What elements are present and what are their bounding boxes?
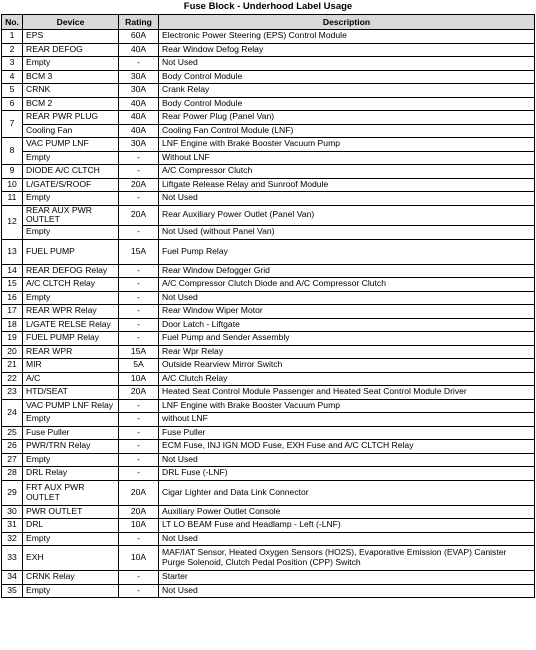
cell-rating: 20A	[119, 480, 159, 505]
cell-rating: 30A	[119, 138, 159, 152]
cell-rating: 20A	[119, 386, 159, 400]
cell-no: 4	[2, 70, 23, 84]
cell-rating: 60A	[119, 30, 159, 44]
cell-device: DRL	[23, 519, 119, 533]
cell-description: Rear Window Defog Relay	[159, 43, 535, 57]
cell-device: FUEL PUMP Relay	[23, 332, 119, 346]
cell-rating: -	[119, 571, 159, 585]
cell-rating: 20A	[119, 505, 159, 519]
cell-no: 11	[2, 192, 23, 206]
cell-rating: 10A	[119, 546, 159, 571]
cell-description: LNF Engine with Brake Booster Vacuum Pump	[159, 399, 535, 413]
cell-no: 20	[2, 345, 23, 359]
header-device: Device	[23, 15, 119, 30]
cell-no: 27	[2, 453, 23, 467]
cell-no: 18	[2, 318, 23, 332]
cell-description: Heated Seat Control Module Passenger and Heated Seat Control Module Driver	[159, 386, 535, 400]
cell-no: 17	[2, 305, 23, 319]
table-row	[2, 546, 535, 571]
cell-device: VAC PUMP LNF	[23, 138, 119, 152]
table-row	[2, 532, 535, 546]
cell-rating: -	[119, 453, 159, 467]
cell-device: Empty	[23, 151, 119, 165]
cell-rating: 40A	[119, 124, 159, 138]
cell-no: 14	[2, 264, 23, 278]
table-row	[2, 30, 535, 44]
cell-description: Door Latch - Liftgate	[159, 318, 535, 332]
cell-no: 22	[2, 372, 23, 386]
cell-no: 9	[2, 165, 23, 179]
cell-device: L/GATE RELSE Relay	[23, 318, 119, 332]
cell-description: ECM Fuse, INJ IGN MOD Fuse, EXH Fuse and A/C CLTCH Relay	[159, 440, 535, 454]
header-rating: Rating	[119, 15, 159, 30]
cell-rating: -	[119, 291, 159, 305]
cell-description: Rear Window Defogger Grid	[159, 264, 535, 278]
cell-no: 16	[2, 291, 23, 305]
cell-device: BCM 2	[23, 97, 119, 111]
cell-device: Empty	[23, 57, 119, 71]
cell-rating: 30A	[119, 84, 159, 98]
cell-device: DIODE A/C CLTCH	[23, 165, 119, 179]
cell-description: Rear Auxiliary Power Outlet (Panel Van)	[159, 205, 535, 226]
cell-no: 2	[2, 43, 23, 57]
cell-description: Cooling Fan Control Module (LNF)	[159, 124, 535, 138]
cell-description: A/C Clutch Relay	[159, 372, 535, 386]
table-row	[2, 519, 535, 533]
cell-rating: -	[119, 151, 159, 165]
table-row	[2, 264, 535, 278]
cell-description: Body Control Module	[159, 70, 535, 84]
cell-description: DRL Fuse (-LNF)	[159, 467, 535, 481]
cell-no: 34	[2, 571, 23, 585]
table-row	[2, 165, 535, 179]
cell-no: 24	[2, 399, 23, 426]
cell-description: Rear Wpr Relay	[159, 345, 535, 359]
cell-device: A/C CLTCH Relay	[23, 278, 119, 292]
cell-no: 25	[2, 426, 23, 440]
cell-rating: 10A	[119, 372, 159, 386]
cell-device: CRNK Relay	[23, 571, 119, 585]
table-row	[2, 359, 535, 373]
cell-no: 12	[2, 205, 23, 239]
cell-device: Empty	[23, 584, 119, 598]
cell-rating: -	[119, 440, 159, 454]
cell-description: Fuel Pump and Sender Assembly	[159, 332, 535, 346]
cell-no: 15	[2, 278, 23, 292]
table-row	[2, 57, 535, 71]
cell-description: LT LO BEAM Fuse and Headlamp - Left (-LNF)	[159, 519, 535, 533]
table-row	[2, 345, 535, 359]
cell-description: A/C Compressor Clutch Diode and A/C Compressor Clutch	[159, 278, 535, 292]
cell-no: 26	[2, 440, 23, 454]
cell-no: 1	[2, 30, 23, 44]
table-row	[2, 318, 535, 332]
cell-rating: 5A	[119, 359, 159, 373]
fuse-table	[1, 14, 535, 598]
cell-no: 21	[2, 359, 23, 373]
cell-device: L/GATE/S/ROOF	[23, 178, 119, 192]
cell-description: Body Control Module	[159, 97, 535, 111]
cell-description: Cigar Lighter and Data Link Connector	[159, 480, 535, 505]
cell-no: 3	[2, 57, 23, 71]
cell-device: REAR AUX PWR OUTLET	[23, 205, 119, 226]
cell-description: A/C Compressor Clutch	[159, 165, 535, 179]
cell-no: 31	[2, 519, 23, 533]
cell-device: PWR OUTLET	[23, 505, 119, 519]
cell-rating: -	[119, 332, 159, 346]
cell-description: Rear Window Wiper Motor	[159, 305, 535, 319]
cell-device: DRL Relay	[23, 467, 119, 481]
cell-rating: 40A	[119, 43, 159, 57]
cell-device: Empty	[23, 532, 119, 546]
cell-description: Rear Power Plug (Panel Van)	[159, 111, 535, 125]
cell-device: HTD/SEAT	[23, 386, 119, 400]
cell-rating: 30A	[119, 70, 159, 84]
cell-no: 10	[2, 178, 23, 192]
cell-description: LNF Engine with Brake Booster Vacuum Pump	[159, 138, 535, 152]
table-row	[2, 278, 535, 292]
table-row	[2, 97, 535, 111]
cell-rating: 15A	[119, 345, 159, 359]
cell-rating: -	[119, 467, 159, 481]
table-row	[2, 453, 535, 467]
cell-no: 23	[2, 386, 23, 400]
cell-no: 35	[2, 584, 23, 598]
table-row	[2, 226, 535, 240]
cell-device: EXH	[23, 546, 119, 571]
cell-rating: -	[119, 278, 159, 292]
cell-rating: -	[119, 305, 159, 319]
cell-device: Cooling Fan	[23, 124, 119, 138]
table-row	[2, 571, 535, 585]
table-row	[2, 372, 535, 386]
cell-rating: -	[119, 57, 159, 71]
cell-no: 32	[2, 532, 23, 546]
cell-rating: -	[119, 532, 159, 546]
table-row	[2, 291, 535, 305]
cell-device: Fuse Puller	[23, 426, 119, 440]
page-title: Fuse Block - Underhood Label Usage	[183, 1, 353, 12]
cell-rating: 20A	[119, 178, 159, 192]
cell-no: 6	[2, 97, 23, 111]
table-row	[2, 505, 535, 519]
table-row	[2, 138, 535, 152]
cell-description: Not Used	[159, 584, 535, 598]
cell-rating: -	[119, 264, 159, 278]
cell-description: Auxiliary Power Outlet Console	[159, 505, 535, 519]
table-row	[2, 386, 535, 400]
table-row	[2, 151, 535, 165]
cell-rating: -	[119, 192, 159, 206]
table-row	[2, 305, 535, 319]
cell-rating: 15A	[119, 239, 159, 264]
cell-description: Starter	[159, 571, 535, 585]
cell-description: Crank Relay	[159, 84, 535, 98]
cell-description: Not Used (without Panel Van)	[159, 226, 535, 240]
cell-rating: -	[119, 226, 159, 240]
cell-description: Without LNF	[159, 151, 535, 165]
table-row	[2, 426, 535, 440]
cell-device: Empty	[23, 192, 119, 206]
table-row	[2, 178, 535, 192]
cell-description: Not Used	[159, 453, 535, 467]
cell-description: Not Used	[159, 57, 535, 71]
cell-device: CRNK	[23, 84, 119, 98]
cell-rating: 40A	[119, 111, 159, 125]
cell-device: A/C	[23, 372, 119, 386]
cell-rating: -	[119, 165, 159, 179]
cell-no: 30	[2, 505, 23, 519]
cell-description: Liftgate Release Relay and Sunroof Module	[159, 178, 535, 192]
cell-rating: 40A	[119, 97, 159, 111]
header-no: No.	[2, 15, 23, 30]
cell-device: REAR WPR Relay	[23, 305, 119, 319]
cell-no: 33	[2, 546, 23, 571]
table-row	[2, 440, 535, 454]
table-row	[2, 239, 535, 264]
cell-device: FRT AUX PWR OUTLET	[23, 480, 119, 505]
cell-description: Electronic Power Steering (EPS) Control Module	[159, 30, 535, 44]
cell-rating: -	[119, 399, 159, 413]
table-row	[2, 124, 535, 138]
cell-description: Fuse Puller	[159, 426, 535, 440]
table-row	[2, 111, 535, 125]
cell-device: VAC PUMP LNF Relay	[23, 399, 119, 413]
cell-rating: -	[119, 318, 159, 332]
table-row	[2, 205, 535, 226]
cell-description: without LNF	[159, 413, 535, 427]
cell-device: Empty	[23, 413, 119, 427]
cell-rating: 20A	[119, 205, 159, 226]
table-row	[2, 480, 535, 505]
cell-description: Not Used	[159, 532, 535, 546]
cell-device: Empty	[23, 226, 119, 240]
cell-no: 28	[2, 467, 23, 481]
cell-device: FUEL PUMP	[23, 239, 119, 264]
cell-rating: -	[119, 584, 159, 598]
table-row	[2, 584, 535, 598]
cell-no: 5	[2, 84, 23, 98]
table-row	[2, 70, 535, 84]
cell-description: Outside Rearview Mirror Switch	[159, 359, 535, 373]
cell-device: REAR DEFOG Relay	[23, 264, 119, 278]
cell-description: Not Used	[159, 291, 535, 305]
cell-device: REAR WPR	[23, 345, 119, 359]
cell-description: MAF/IAT Sensor, Heated Oxygen Sensors (HO2S), Evaporative Emission (EVAP) Canister Purge Solenoid, Clutch Pedal Position (CPP) Switch	[159, 546, 535, 571]
table-row	[2, 332, 535, 346]
cell-no: 29	[2, 480, 23, 505]
cell-rating: -	[119, 413, 159, 427]
table-row	[2, 43, 535, 57]
cell-no: 19	[2, 332, 23, 346]
cell-device: EPS	[23, 30, 119, 44]
cell-device: REAR PWR PLUG	[23, 111, 119, 125]
cell-description: Not Used	[159, 192, 535, 206]
cell-rating: 10A	[119, 519, 159, 533]
cell-no: 8	[2, 138, 23, 165]
cell-device: PWR/TRN Relay	[23, 440, 119, 454]
cell-device: BCM 3	[23, 70, 119, 84]
table-row	[2, 399, 535, 413]
cell-no: 13	[2, 239, 23, 264]
cell-description: Fuel Pump Relay	[159, 239, 535, 264]
table-row	[2, 467, 535, 481]
cell-rating: -	[119, 426, 159, 440]
cell-device: REAR DEFOG	[23, 43, 119, 57]
header-description: Description	[159, 15, 535, 30]
cell-device: MIR	[23, 359, 119, 373]
cell-device: Empty	[23, 291, 119, 305]
cell-no: 7	[2, 111, 23, 138]
table-row	[2, 192, 535, 206]
table-row	[2, 84, 535, 98]
cell-device: Empty	[23, 453, 119, 467]
table-header-row	[2, 15, 535, 30]
table-row	[2, 413, 535, 427]
